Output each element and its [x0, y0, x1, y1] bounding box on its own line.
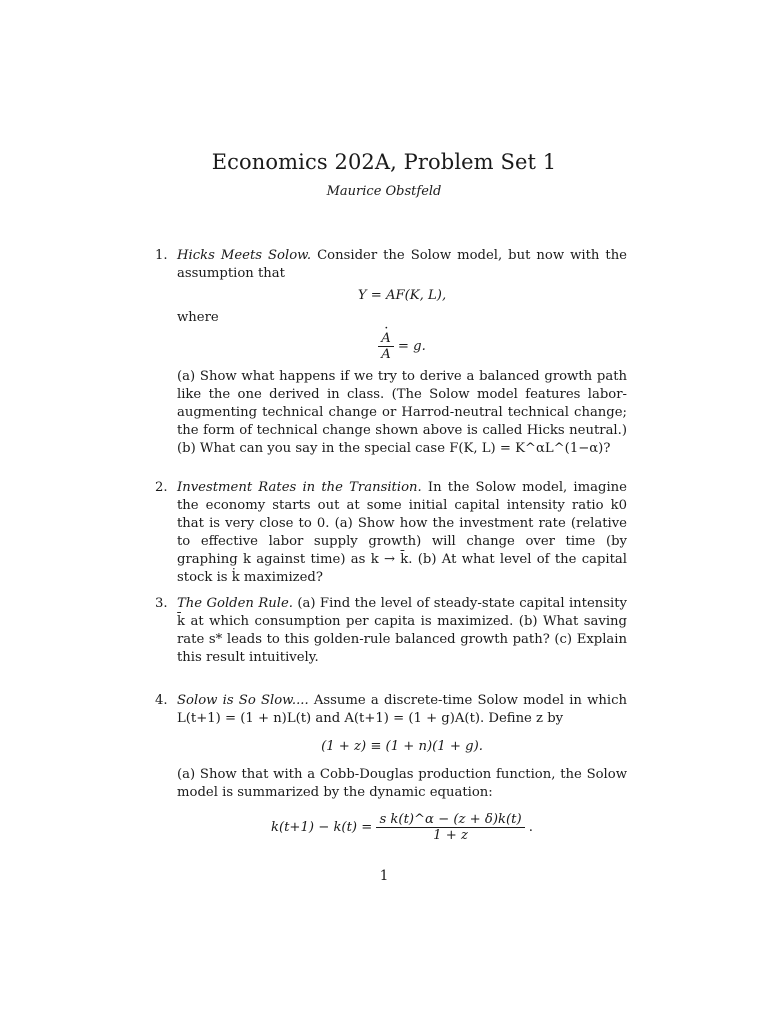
problem-4 [155, 692, 627, 847]
problem-text: In the Solow model, imagine the economy starts out at some initial capital intensity ratio k0 that is very close to 0. (a) Show how the investment rate (relative to effective labor supply growth) will change over time (by graphing k against time) as k → k̄. (b) At what level of the capital stock is k̇ maximized? [177, 480, 627, 585]
problem-number: 4. [155, 693, 168, 708]
equation-production: Y = AF(K, L), [357, 288, 447, 303]
equation-define-z: (1 + z) ≡ (1 + n)(1 + g). [321, 739, 483, 754]
document-author: Maurice Obstfeld [326, 184, 442, 199]
problem-1 [155, 247, 627, 458]
problem-number: 2. [155, 480, 168, 495]
problem-text: (a) Show what happens if we try to derive a balanced growth path like the one derived in class. (The Solow model features labor-augmenting technical change or Harrod-neutral technical change; the form of technical change shown above is called Hicks neutral.) (b) What can you say in the special case F(K, L) = K^αL^(1−α)? [177, 369, 627, 456]
equation-growth: · $\frac{A}{A}$ = g. [177, 331, 627, 362]
problem-2 [155, 479, 627, 587]
problem-intro: Consider the Solow model, but now with the assumption that [177, 248, 627, 281]
problem-heading: Hicks Meets Solow. [177, 248, 312, 263]
fraction: $\frac{\text{s k(t)\textasciicircum{}α − (z + δ)k(t)}}{1 + z}$ [376, 812, 524, 843]
problem-heading: Solow is So Slow.... [177, 693, 309, 708]
problem-text: (a) Show that with a Cobb-Douglas production function, the Solow model is summarized by the dynamic equation: [177, 767, 627, 800]
fraction: · $\frac{A}{A}$ [378, 331, 394, 362]
where-label: where [177, 310, 219, 325]
problem-text: (a) Find the level of steady-state capital intensity k̄ at which consumption per capita is maximized. (b) What saving rate s* leads to this golden-rule balanced growth path? (c) Explain this result intuitively. [177, 596, 627, 665]
equation-dynamic: k(t+1) − k(t) = $\frac{\text{s k(t)\textasciicircum{}α − (z + δ)k(t)}}{1 + z}$ . [270, 812, 533, 843]
document-title: Economics 202A, Problem Set 1 [211, 150, 557, 174]
problem-3 [155, 595, 627, 667]
problem-number: 1. [155, 248, 168, 263]
problem-intro: Assume a discrete-time Solow model in which L(t+1) = (1 + n)L(t) and A(t+1) = (1 + g)A(t). Define z by [177, 693, 627, 726]
page-number: 1 [379, 868, 389, 884]
problem-heading: The Golden Rule. [177, 596, 293, 611]
problem-number: 3. [155, 596, 168, 611]
problem-heading: Investment Rates in the Transition. [177, 480, 422, 495]
